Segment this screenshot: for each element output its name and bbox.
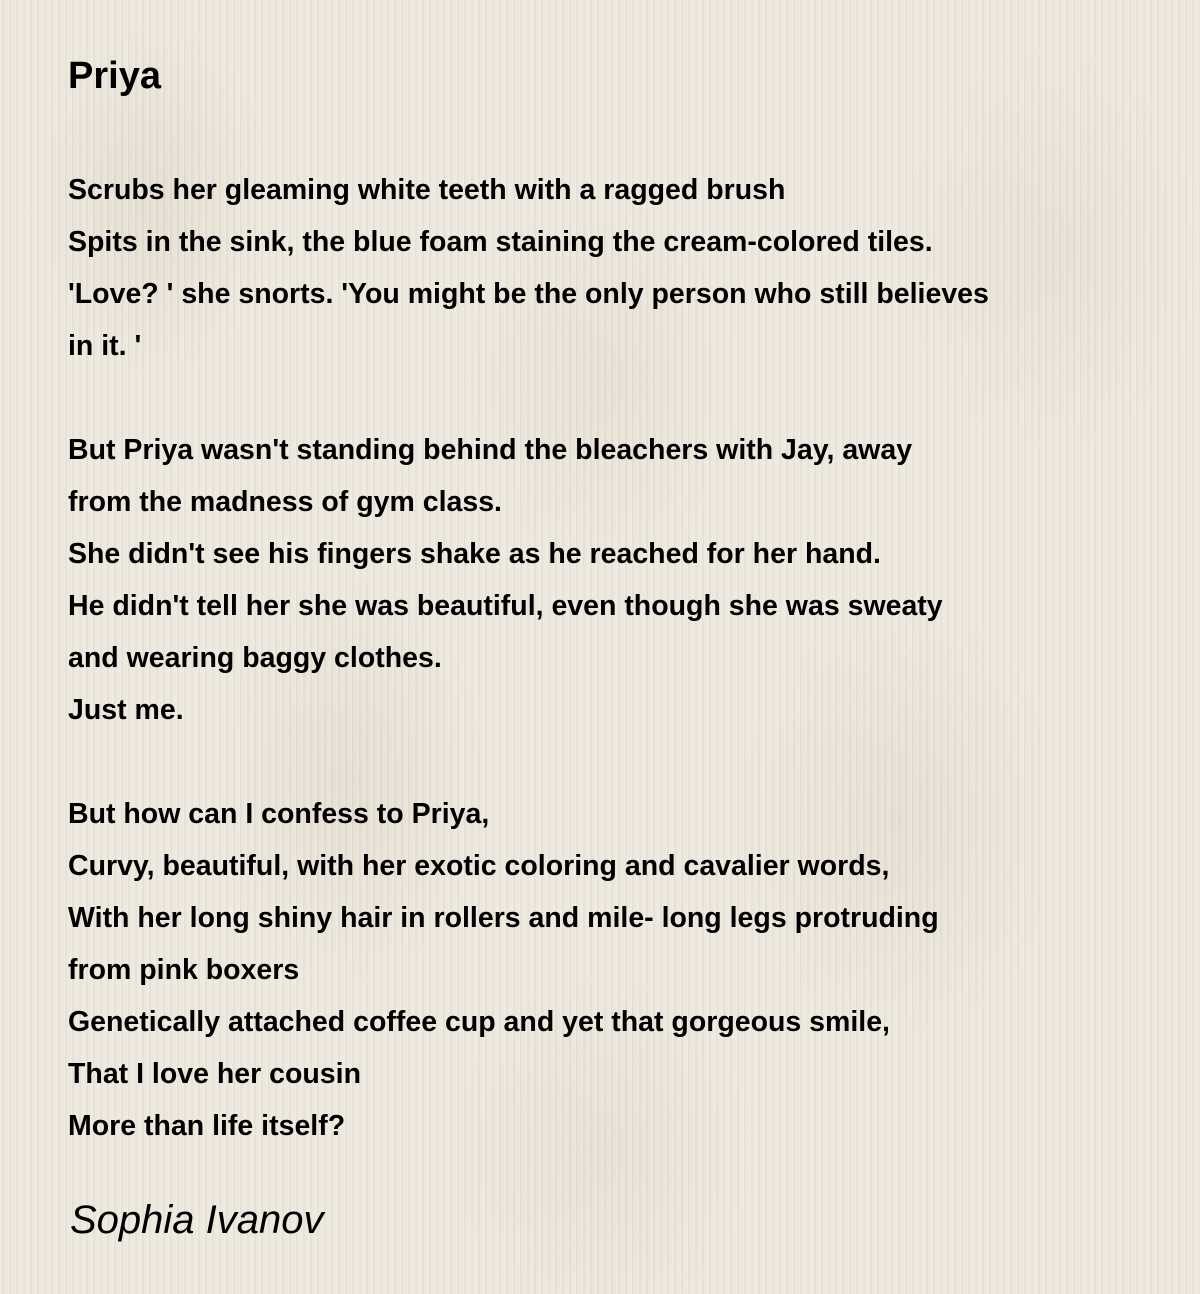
poem-line: That I love her cousin <box>68 1058 361 1090</box>
poem-body <box>68 164 1168 1152</box>
poem-line: from the madness of gym class. <box>68 486 502 518</box>
stanza-2 <box>68 424 1168 736</box>
poem-line: Genetically attached coffee cup and yet that gorgeous smile, <box>68 1006 890 1038</box>
poem-line: He didn't tell her she was beautiful, even though she was sweaty <box>68 590 943 622</box>
poem-line: Just me. <box>68 694 184 726</box>
poem-line: But Priya wasn't standing behind the bleachers with Jay, away <box>68 434 913 466</box>
poem-line: and wearing baggy clothes. <box>68 642 442 674</box>
poem-line: in it. ' <box>68 330 142 362</box>
poem-line: Scrubs her gleaming white teeth with a ragged brush <box>68 174 786 206</box>
poem-line: More than life itself? <box>68 1110 346 1142</box>
stanza-1 <box>68 164 1168 372</box>
stanza-3 <box>68 788 1168 1152</box>
poem-title: Priya <box>68 55 161 97</box>
poem-line: Spits in the sink, the blue foam staining the cream-colored tiles. <box>68 226 933 258</box>
poem-line: But how can I confess to Priya, <box>68 798 490 830</box>
poem-line: With her long shiny hair in rollers and mile- long legs protruding <box>68 902 939 934</box>
poem-author: Sophia Ivanov <box>70 1198 324 1242</box>
poem-line: Curvy, beautiful, with her exotic coloring and cavalier words, <box>68 850 890 882</box>
poem-card <box>68 50 1168 1204</box>
poem-line: She didn't see his fingers shake as he reached for her hand. <box>68 538 881 570</box>
poem-line: from pink boxers <box>68 954 300 986</box>
poem-line: 'Love? ' she snorts. 'You might be the only person who still believes <box>68 278 989 310</box>
